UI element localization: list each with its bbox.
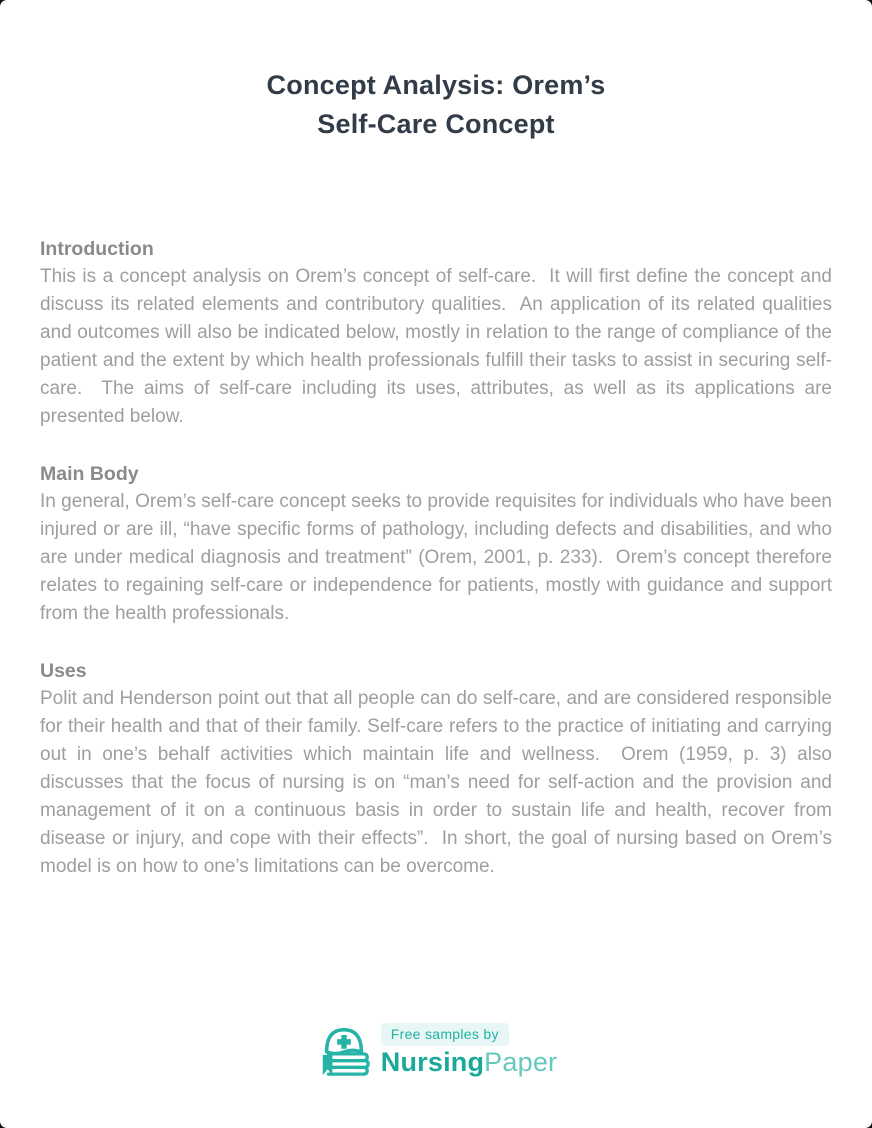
section-heading-uses: Uses [40,660,87,682]
brand-footer [0,1022,872,1078]
page-title [40,66,832,144]
brand-text-column [381,1023,557,1077]
brand-name [381,1047,557,1077]
section-heading-main-body: Main Body [40,463,139,485]
brand-name-nursing: Nursing [380,1047,485,1077]
section-main-body [40,460,838,628]
brand-name-paper: Paper [484,1047,558,1077]
section-introduction [40,235,838,431]
free-samples-badge: Free samples by [381,1023,509,1046]
nursing-paper-logo[interactable] [315,1022,557,1078]
page-title-line2: Self-Care Concept [317,109,555,139]
section-paragraph-uses: Polit and Henderson point out that all people can do self-care, and are considered responsible for their health and that of their family. Self-care refers to the practice of initiating and carrying out in one’s behalf activities which maintain life and wellness. Orem (1959, p. 3) also discusses that the focus of nursing is on “man’s need for self-action and the provision and management of it on a continuous basis in order to sustain life and health, recover from disease or injury, and cope with their effects”. In short, the goal of nursing based on Orem’s model is on how to one’s limitations can be overcome. [40,688,838,877]
section-heading-introduction: Introduction [40,238,154,260]
section-paragraph-introduction: This is a concept analysis on Orem’s concept of self-care. It will first define the concept and discuss its related elements and contributory qualities. An application of its related qualities and outcomes will also be indicated below, mostly in relation to the range of compliance of the patient and the extent by which health professionals fulfill their tasks to assist in securing self-care. The aims of self-care including its uses, attributes, as well as its applications are presented below. [40,266,838,427]
section-uses [40,657,838,881]
nurse-cap-book-icon [315,1022,373,1078]
page-title-line1: Concept Analysis: Orem’s [266,70,606,100]
section-paragraph-main-body: In general, Orem’s self-care concept seeks to provide requisites for individuals who have been injured or are ill, “have specific forms of pathology, including defects and disabilities, and who are under medical diagnosis and treatment” (Orem, 2001, p. 233). Orem’s concept therefore relates to regaining self-care or independence for patients, mostly with guidance and support from the health professionals. [40,491,838,624]
